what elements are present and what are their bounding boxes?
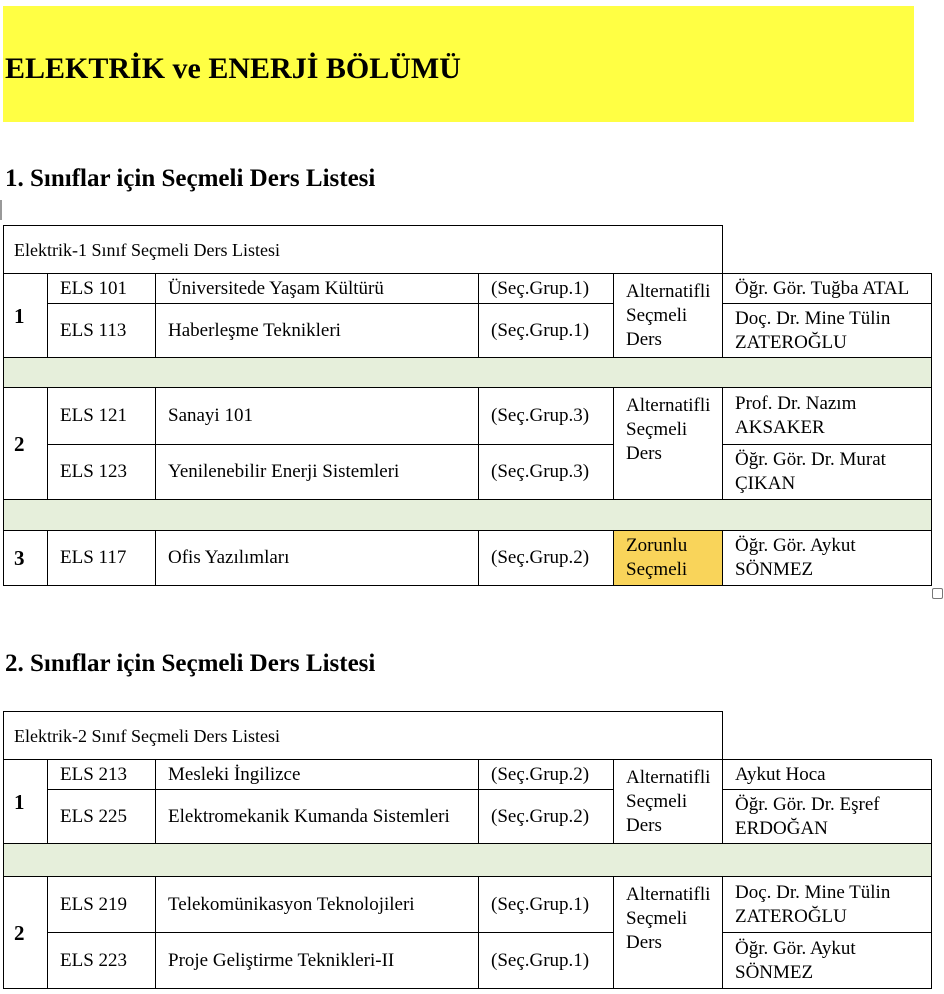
course-name: Mesleki İngilizce [156,760,479,790]
spacer-cell [4,358,932,388]
course-group: (Seç.Grup.3) [479,388,614,445]
group-number: 1 [4,274,48,358]
course-type: Alternatifli Seçmeli Ders [614,388,723,500]
course-type: Alternatifli Seçmeli Ders [614,760,723,844]
section1-heading: 1. Sınıflar için Seçmeli Ders Listesi [5,165,376,192]
course-code: ELS 121 [48,388,156,445]
table-row [4,388,932,445]
course-group: (Seç.Grup.1) [479,933,614,989]
table-row [4,790,932,844]
table-row [4,274,932,304]
group-number: 1 [4,760,48,844]
course-group: (Seç.Grup.2) [479,790,614,844]
course-code: ELS 219 [48,877,156,933]
instructor: Aykut Hoca [723,760,932,790]
instructor: Öğr. Gör. Tuğba ATAL [723,274,932,304]
page-title: ELEKTRİK ve ENERJİ BÖLÜMÜ [5,52,461,85]
title-banner [3,6,914,122]
section2-heading: 2. Sınıflar için Seçmeli Ders Listesi [5,650,376,677]
course-code: ELS 101 [48,274,156,304]
course-name: Telekomünikasyon Teknolojileri [156,877,479,933]
course-name: Sanayi 101 [156,388,479,445]
course-name: Yenilenebilir Enerji Sistemleri [156,445,479,500]
course-code: ELS 225 [48,790,156,844]
table-row [4,304,932,358]
course-type-highlighted: Zorunlu Seçmeli [614,531,723,586]
course-group: (Seç.Grup.1) [479,304,614,358]
course-code: ELS 117 [48,531,156,586]
course-group: (Seç.Grup.3) [479,445,614,500]
table-class1-electives [3,225,932,586]
table-caption: Elektrik-1 Sınıf Seçmeli Ders Listesi [4,226,723,274]
table-row [4,531,932,586]
table-caption: Elektrik-2 Sınıf Seçmeli Ders Listesi [4,712,723,760]
instructor: Doç. Dr. Mine Tülin ZATEROĞLU [723,304,932,358]
instructor: Öğr. Gör. Aykut SÖNMEZ [723,531,932,586]
spacer-cell [4,500,932,531]
course-name: Elektromekanik Kumanda Sistemleri [156,790,479,844]
table-row [4,877,932,933]
instructor: Öğr. Gör. Dr. Murat ÇIKAN [723,445,932,500]
table-caption-blank [723,226,932,274]
table-caption-blank [723,712,932,760]
group-number: 2 [4,877,48,989]
text-cursor-marker [0,200,2,220]
course-group: (Seç.Grup.2) [479,760,614,790]
instructor: Prof. Dr. Nazım AKSAKER [723,388,932,445]
instructor: Öğr. Gör. Aykut SÖNMEZ [723,933,932,989]
table-row [4,760,932,790]
course-code: ELS 113 [48,304,156,358]
table-row [4,445,932,500]
table-resize-handle[interactable] [932,588,943,599]
instructor: Öğr. Gör. Dr. Eşref ERDOĞAN [723,790,932,844]
group-number: 2 [4,388,48,500]
table-row [4,933,932,989]
course-name: Ofis Yazılımları [156,531,479,586]
course-code: ELS 213 [48,760,156,790]
spacer-row [4,844,932,877]
spacer-row [4,358,932,388]
spacer-cell [4,844,932,877]
course-group: (Seç.Grup.1) [479,877,614,933]
course-name: Üniversitede Yaşam Kültürü [156,274,479,304]
course-name: Haberleşme Teknikleri [156,304,479,358]
course-name: Proje Geliştirme Teknikleri-II [156,933,479,989]
course-group: (Seç.Grup.1) [479,274,614,304]
course-type: Alternatifli Seçmeli Ders [614,877,723,989]
group-number: 3 [4,531,48,586]
course-group: (Seç.Grup.2) [479,531,614,586]
course-type: Alternatifli Seçmeli Ders [614,274,723,358]
course-code: ELS 223 [48,933,156,989]
spacer-row [4,500,932,531]
instructor: Doç. Dr. Mine Tülin ZATEROĞLU [723,877,932,933]
table-class2-electives [3,711,932,989]
course-code: ELS 123 [48,445,156,500]
